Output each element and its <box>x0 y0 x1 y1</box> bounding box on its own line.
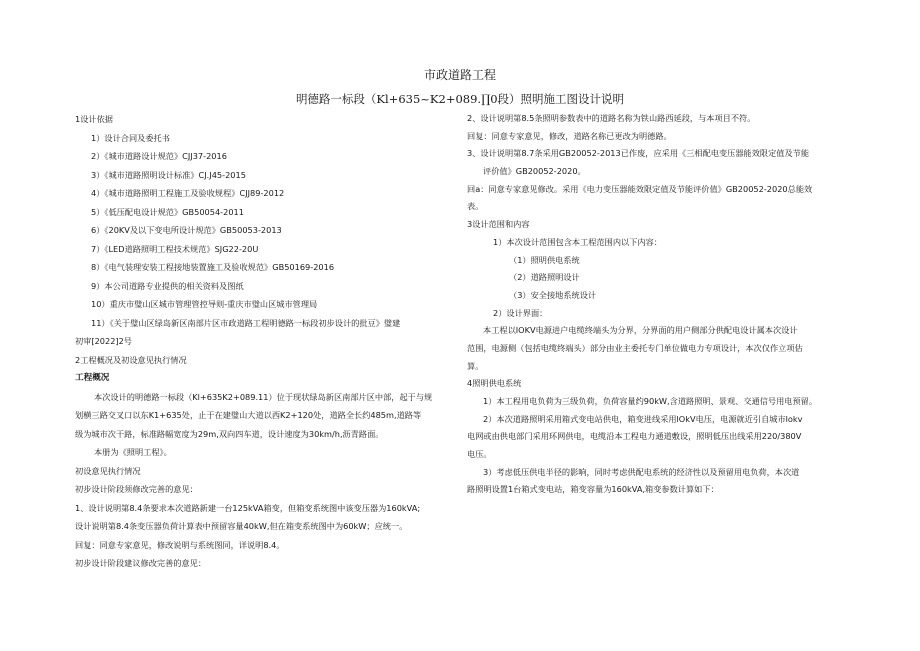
paragraph-line: 1、设计说明第8.4条要求本次道路新建一台125kVA箱变，但箱变系统图中该变压器为160kVA; <box>75 502 421 513</box>
paragraph-line: 本工程以IOKV电源进户电缆终端头为分界，分界面的用户侧部分供配电设计属本次设计 <box>483 325 798 336</box>
document-subtitle: 明德路一标段（Kl+635~K2+089.∏0段）照明施工图设计说明 <box>295 92 625 106</box>
scope-subitem: （2）道路照明设计 <box>509 272 580 283</box>
basis-item: 8）《电气装理安装工程接地装置施工及验收规范》GB50169-2016 <box>91 262 335 272</box>
paragraph-line: 初步设计阶段须修改完善的意见： <box>75 484 198 494</box>
paragraph-line: 回复：同意专家意见，修改说明与系统图同，详说明8.4。 <box>75 539 285 550</box>
right-column <box>467 110 867 499</box>
subsection-heading: 初设意见执行情况 <box>75 465 141 476</box>
paragraph-line: 划横三路交叉口以东K1+635处，止于在建璧山大道以西K2+120处，道路全长约485m,道路等 <box>75 410 422 420</box>
paragraph-line: 电网或由供电部门采用环网供电，电缆沿本工程电力通道敷设，照明低压出线采用220/380V <box>467 431 802 442</box>
subsection-heading: 工程概况 <box>75 373 110 383</box>
section-heading: 4照明供电系统 <box>467 378 522 389</box>
section-heading: 2工程概况及初设意见执行情况 <box>75 354 187 365</box>
basis-item: 10）重庆市璧山区城市管理管控导则-重庆市璧山区城市管理局 <box>91 299 318 309</box>
section-heading: 3设计范围和内容 <box>467 219 530 230</box>
basis-item: 2）《城市道路设计规范》CJJ37-2016 <box>91 151 227 161</box>
paragraph-line: 设计说明第8.4条变压器负荷计算表中预留容量40kW,但在箱变系统图中为60kW；应统一。 <box>75 521 408 531</box>
paragraph-line: 评价值》GB20052-2020。 <box>483 166 586 177</box>
paragraph-line: 范围，电源侧（包括电缆终端头）部分由业主委托专门单位做电力专项设计，本次仅作立项估 <box>467 342 803 353</box>
scope-subitem: （3）安全接地系统设计 <box>509 289 597 300</box>
basis-item: 7）《LED道路照明工程技术规范》SJG22-20U <box>91 243 259 254</box>
paragraph-line: 3）考虑低压供电半径的影响，同时考虑供配电系统的经济性以及预留用电负荷，本次道 <box>483 466 800 477</box>
scope-item: 1）本次设计范围包含本工程范围内以下内容： <box>493 236 662 247</box>
paragraph-line: 2、设计说明第8.5条照明参数表中的道路名称为铁山路西延段，与本项目不符。 <box>467 113 756 123</box>
paragraph-line: 级为城市次干路，标准路幅宽度为29m,双向四车道，设计速度为30km/h,沥青路面。 <box>75 428 384 439</box>
paragraph-line: 回a：同意专家意见修改。采用《电力变压器能效限定值及节能评价值》GB20052-2020总能效 <box>467 183 813 194</box>
basis-item: 1）设计合同及委托书 <box>91 132 170 143</box>
left-column <box>75 110 465 573</box>
basis-item: 5）《低压配电设计规范》GB50054-2011 <box>91 206 244 217</box>
basis-item: 6）《20KV及以下变电所设计规范》GB50053-2013 <box>91 225 282 235</box>
basis-item: 3）《城市道路照明设计标准》CJ.J45-2015 <box>91 169 246 180</box>
paragraph-line: 回复：同意专家意见，修改，道路名称已更改为明德路。 <box>467 130 672 141</box>
scope-item: 2）设计界面： <box>493 307 548 318</box>
basis-item: 11）《关于璧山区绿岛新区南部片区市政道路工程明德路一标段初步设计的批豆》璧建 <box>91 317 401 328</box>
basis-item: 9）本公司道路专业提供的相关资料及图纸 <box>91 280 244 291</box>
paragraph-line: 路照明设置1台箱式变电站，箱变容量为160kVA,箱变参数计算如下： <box>467 484 719 495</box>
section-heading: 1设计依据 <box>75 114 113 124</box>
basis-item: 4）《城市道路照明工程施工及验收规程》CJJ89-2012 <box>91 188 285 198</box>
paragraph-line: 初步设计阶段建议修改完善的意见： <box>75 558 207 568</box>
paragraph-line: 2）本次道路照明采用箱式变电站供电，箱变进线采用lOkV电压，电源就近引自城市lokv <box>483 413 803 424</box>
scope-subitem: （1）照明供电系统 <box>509 254 580 265</box>
paragraph-line: 算。 <box>467 360 484 371</box>
paragraph-line: 1）本工程用电负荷为三级负荷，负荷容量约90kW,含道路照明、景观、交通信号用电预留。 <box>483 396 818 406</box>
paragraph-line: 本册为《照明工程》。 <box>94 447 172 457</box>
paragraph-line: 电压。 <box>467 449 492 460</box>
basis-item-continued: 初审[2022]2号 <box>75 336 132 346</box>
paragraph-line: 本次设计的明德路一标段（Kl+635K2+089.11）位于现状绿岛新区南部片区中部，起于与规 <box>94 391 433 402</box>
paragraph-line: 3、设计说明第8.7条采用GB20052-2013已作废，应采用《三相配电变压器能效限定值及节能 <box>467 148 810 159</box>
document-title: 市政道路工程 <box>423 68 496 82</box>
paragraph-line: 表。 <box>467 201 484 212</box>
